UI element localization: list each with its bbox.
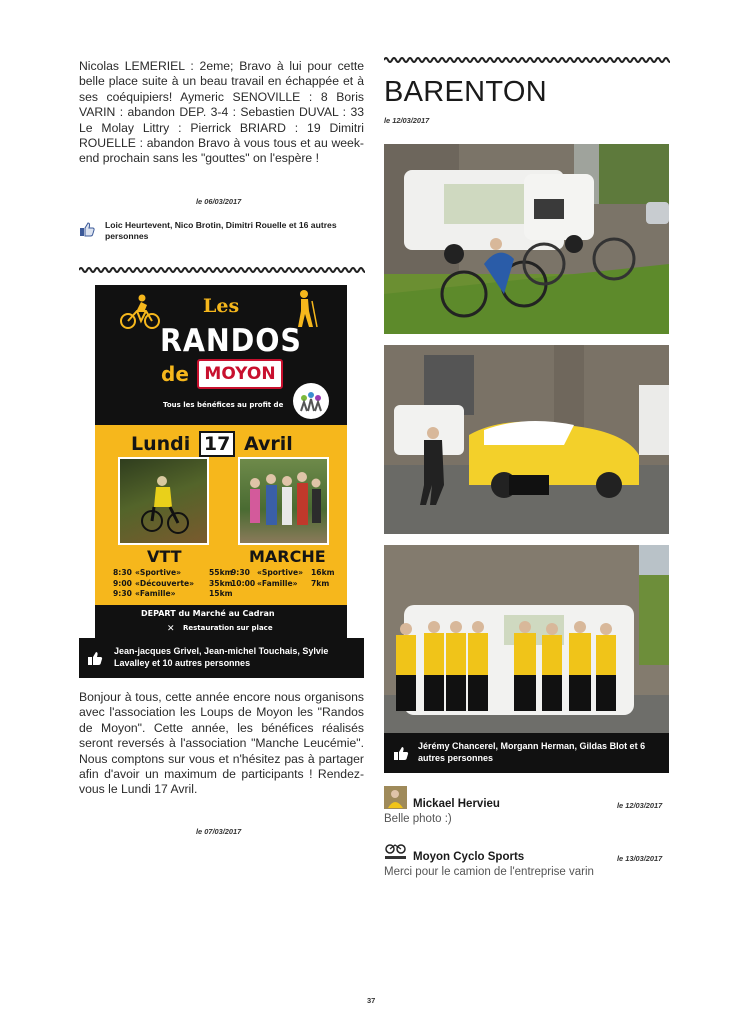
poster-vtt-title: VTT [147, 547, 182, 566]
association-logo-icon [289, 381, 333, 421]
post-likes: Jérémy Chancerel, Morgann Herman, Gildas Blot et 6 autres personnes [418, 741, 646, 763]
avatar[interactable] [384, 840, 407, 862]
comment [384, 840, 670, 880]
post-likes[interactable]: Loic Heurtevent, Nico Brotin, Dimitri Rouelle et 16 autres personnes [105, 220, 337, 241]
comment-author[interactable]: Mickael Hervieu [413, 798, 500, 810]
comment-date: le 12/03/2017 [617, 801, 663, 810]
poster-depart: DEPART du Marché au Cadran [141, 609, 275, 618]
poster-date-row [131, 431, 293, 457]
poster-restauration: Restauration sur place [183, 624, 273, 632]
like-thumb-icon [393, 745, 409, 761]
like-thumb-icon [87, 650, 103, 666]
poster-vtt-row: 9:30 «Famille» 15km [113, 589, 233, 598]
event-poster [95, 285, 347, 638]
comment-text: Belle photo :) [384, 813, 452, 825]
barenton-photo-3 [384, 545, 669, 773]
poster-moyon-box [197, 359, 283, 389]
barenton-photo-1 [384, 144, 669, 334]
page-number: 37 [367, 996, 376, 1005]
post-date: le 07/03/2017 [196, 827, 242, 836]
poster-lundi: Lundi [131, 433, 191, 455]
like-thumb-icon [79, 221, 95, 237]
like-bar[interactable] [79, 638, 364, 678]
separator-wave [384, 56, 670, 64]
separator-wave [79, 266, 365, 274]
poster-marche-photo [238, 457, 329, 545]
poster-vtt-row: 9:00 «Découverte» 35km [113, 578, 233, 588]
poster-marche-title: MARCHE [249, 547, 326, 566]
poster-les: Les [203, 295, 240, 317]
poster-randos: RANDOS [160, 323, 302, 359]
poster-footer [95, 605, 347, 638]
poster-vtt-list [113, 568, 237, 600]
poster-moyon: MOYON [204, 364, 276, 384]
poster-header [95, 285, 347, 425]
cyclist-icon [119, 293, 161, 329]
post-text: Nicolas LEMERIEL : 2eme; Bravo à lui pour cette belle place suite à un beau travail en échappée et à ses coéquipiers! Aymeric SENOVILLE : 8 Boris VARIN : abandon DEP. 3-4 : Sebastien DUVAL : 33 Le Molay Littry : Pierrick BRIARD : 19 Dimitri ROUELLE : abandon Bravo à vous tous et au week-end prochain sans les "gouttes" on l'espère ! [79, 59, 364, 166]
comment [384, 786, 670, 826]
poster-marche-list [231, 568, 343, 589]
poster-benefices: Tous les bénéfices au profit de [163, 401, 284, 409]
poster-avril: Avril [243, 433, 293, 455]
like-bar[interactable] [384, 733, 669, 773]
post-text: Bonjour à tous, cette année encore nous organisons avec l'association les Loups de Moyon les "Randos de Moyon". Cette année, les bénéfices réalisés seront reversés à l'association "Manche Leucémie". Nous comptons sur vous et n'hésitez pas à partager afin d'avoir un maximum de participants ! Rendez-vous le Lundi 17 Avril. [79, 690, 364, 797]
comment-author[interactable]: Moyon Cyclo Sports [413, 851, 525, 863]
poster-vtt-row: 8:30 «Sportive» 55km [113, 568, 233, 577]
post-title: BARENTON [384, 76, 548, 108]
poster-day: 17 [199, 431, 235, 457]
poster-marche-row: 10:00 «Famille» 7km [231, 578, 330, 588]
poster-marche-row: 9:30 «Sportive» 16km [231, 568, 335, 577]
post-likes: Jean-jacques Grivel, Jean-michel Touchais, Sylvie Lavalley et 10 autres personnes [114, 646, 329, 668]
post-date: le 12/03/2017 [384, 116, 430, 125]
comment-date: le 13/03/2017 [617, 854, 663, 863]
comment-text: Merci pour le camion de l'entreprise varin [384, 866, 594, 878]
avatar[interactable] [384, 786, 407, 809]
barenton-photo-2 [384, 345, 669, 534]
poster-vtt-photo [118, 457, 209, 545]
post-date: le 06/03/2017 [196, 197, 242, 206]
poster-de: de [161, 362, 189, 386]
restaurant-icon: ✕ [167, 623, 175, 633]
